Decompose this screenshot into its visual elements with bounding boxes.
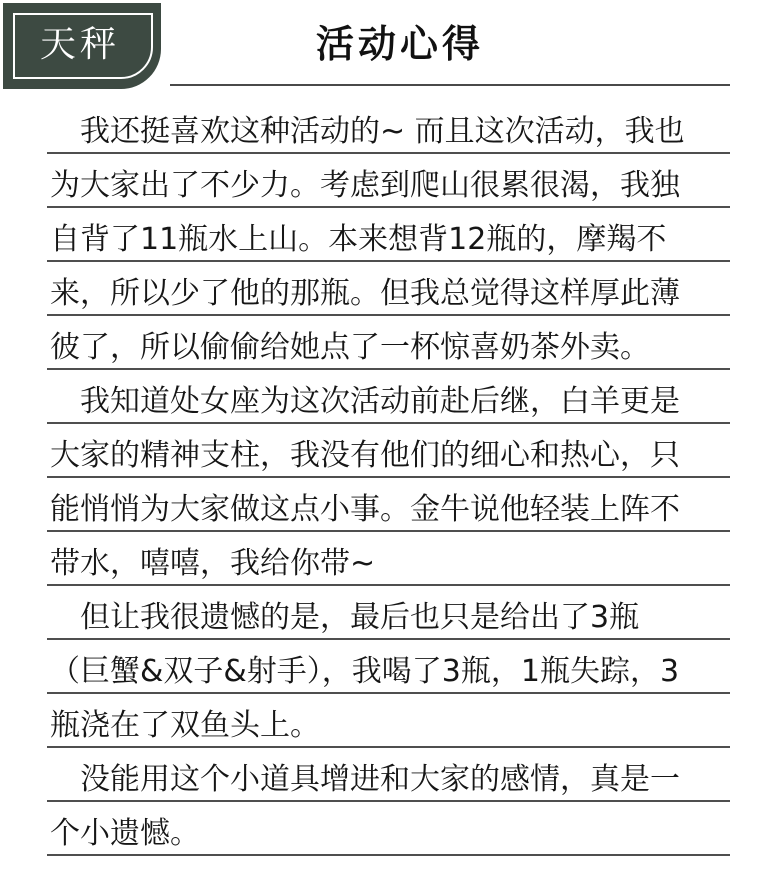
text-line-12: 瓶浇在了双鱼头上。 bbox=[50, 708, 320, 743]
ruled-line bbox=[47, 476, 730, 478]
ruled-line bbox=[47, 746, 730, 748]
ruled-line bbox=[47, 260, 730, 262]
ruled-line bbox=[47, 530, 730, 532]
text-line-7: 大家的精神支柱，我没有他们的细心和热心，只 bbox=[50, 438, 680, 473]
tag-frame bbox=[13, 13, 153, 79]
page-title: 活动心得 bbox=[315, 22, 484, 66]
ruled-line bbox=[47, 638, 730, 640]
ruled-line bbox=[47, 368, 730, 370]
constellation-tag bbox=[3, 3, 161, 89]
ruled-line bbox=[47, 152, 730, 154]
ruled-line bbox=[47, 800, 730, 802]
title-divider bbox=[170, 84, 730, 86]
text-line-3: 自背了11瓶水上山。本来想背12瓶的，摩羯不 bbox=[50, 222, 667, 257]
text-line-14: 个小遗憾。 bbox=[50, 816, 200, 851]
text-line-10: 但让我很遗憾的是，最后也只是给出了3瓶 bbox=[50, 600, 640, 635]
text-line-2: 为大家出了不少力。考虑到爬山很累很渴，我独 bbox=[50, 168, 680, 203]
ruled-line bbox=[47, 314, 730, 316]
text-line-8: 能悄悄为大家做这点小事。金牛说他轻装上阵不 bbox=[50, 492, 680, 527]
text-line-4: 来，所以少了他的那瓶。但我总觉得这样厚此薄 bbox=[50, 276, 680, 311]
tag-label: 天秤 bbox=[39, 24, 120, 65]
text-line-9: 带水，嘻嘻，我给你带~ bbox=[50, 546, 376, 581]
text-line-13: 没能用这个小道具增进和大家的感情，真是一 bbox=[50, 762, 680, 797]
ruled-line bbox=[47, 206, 730, 208]
text-line-6: 我知道处女座为这次活动前赴后继，白羊更是 bbox=[50, 384, 680, 419]
ruled-line bbox=[47, 422, 730, 424]
ruled-line bbox=[47, 854, 730, 856]
text-line-11: （巨蟹&双子&射手），我喝了3瓶，1瓶失踪，3 bbox=[50, 654, 680, 689]
text-line-1: 我还挺喜欢这种活动的~ 而且这次活动，我也 bbox=[50, 114, 685, 149]
ruled-line bbox=[47, 692, 730, 694]
ruled-line bbox=[47, 584, 730, 586]
text-line-5: 彼了，所以偷偷给她点了一杯惊喜奶茶外卖。 bbox=[50, 330, 650, 365]
